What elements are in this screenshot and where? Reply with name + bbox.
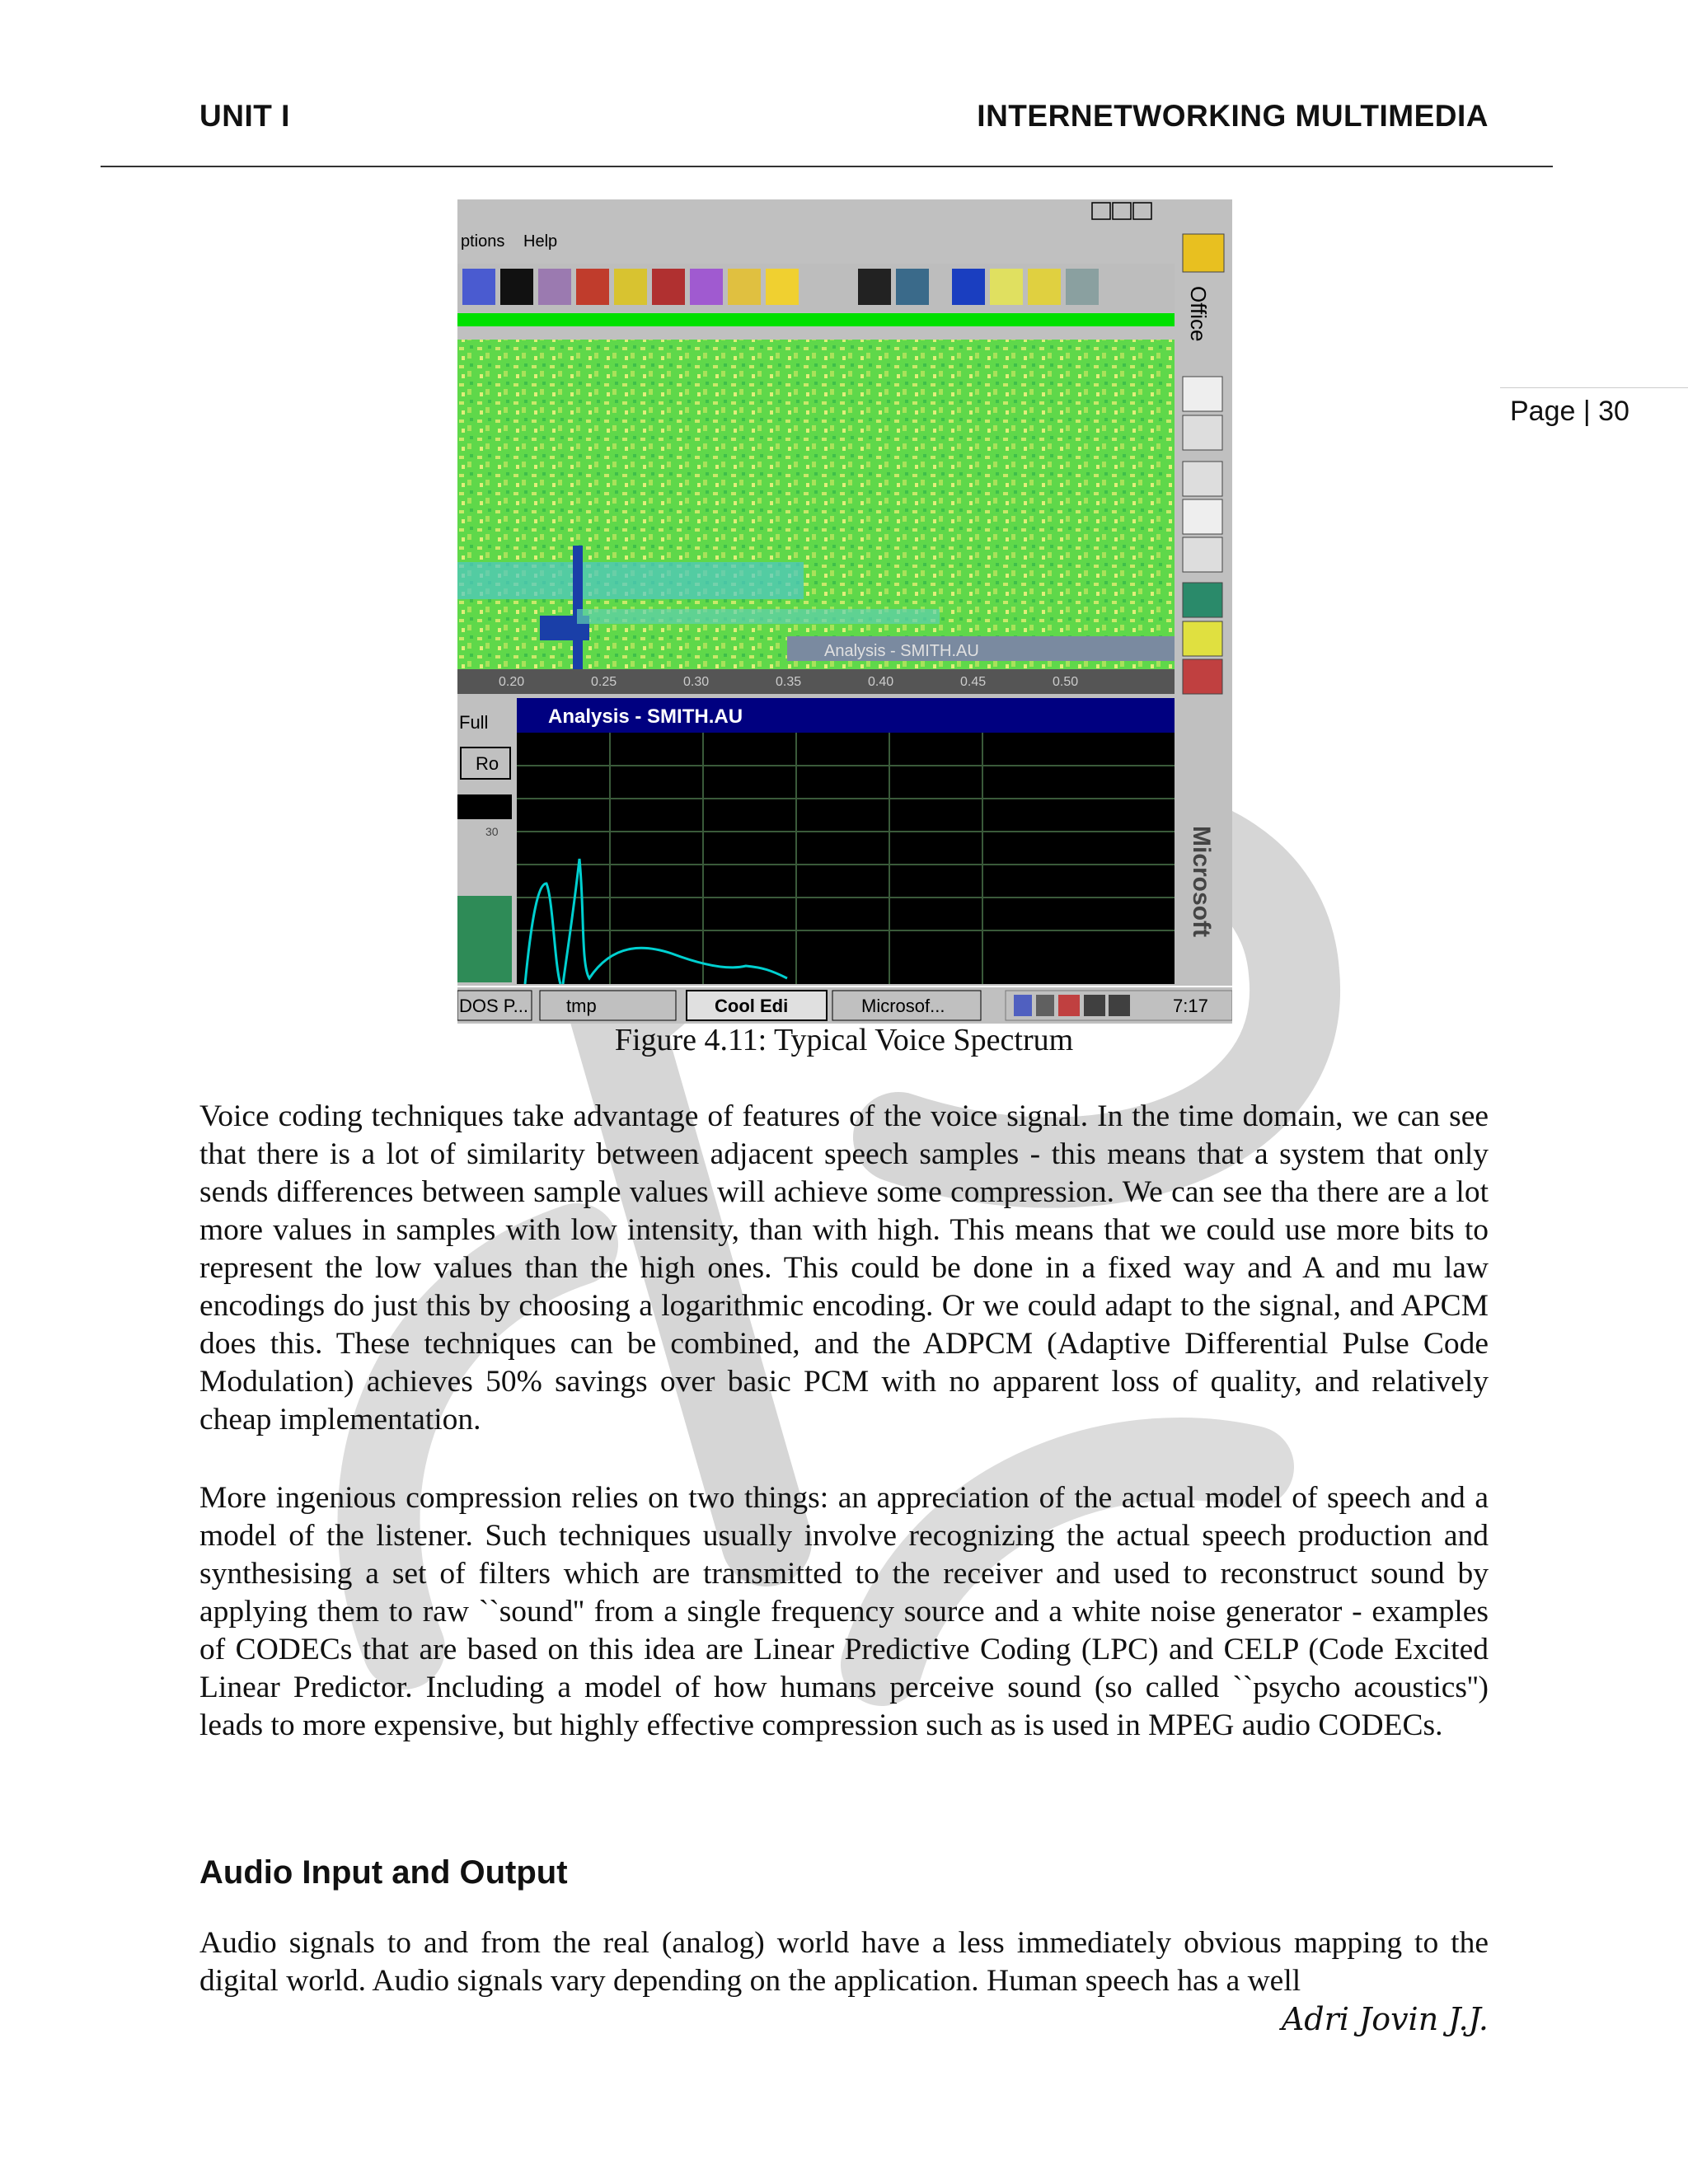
- paragraph-compression: More ingenious compression relies on two things: an appreciation of the actual model of speech and a model of the listener. Such techniques usually involve recognizing the actual speech production and synthesising a set of filters which are transmitted to the receiver and used to reconstruct sound by applying them to raw ``sound'' from a single frequency source and a white noise generator - examples of CODECs that are based on this idea are Linear Predictive Coding (LPC) and CELP (Code Excited Linear Predictor. Including a model of how humans perceive sound (so called ``psycho acoustics'') leads to more expensive, but highly effective compression such as is used in MPEG audio CODECs.: [199, 1481, 1489, 1742]
- voice-spectrum-screenshot: [457, 199, 1232, 1024]
- taskbar-clock: 7:17: [1173, 996, 1208, 1016]
- page-tab-divider: [1500, 387, 1688, 388]
- taskbar-item-tmp[interactable]: tmp: [566, 996, 597, 1016]
- left-panel-button[interactable]: Ro: [476, 753, 499, 774]
- axis-tick-5: 0.40: [868, 675, 894, 689]
- menu-help[interactable]: Help: [523, 232, 558, 251]
- figure-caption: Figure 4.11: Typical Voice Spectrum: [614, 1023, 1074, 1057]
- author-signature: Adri Jovin J.J.: [1281, 2001, 1489, 2037]
- left-panel-full: Full: [459, 712, 489, 733]
- axis-tick-3: 0.30: [683, 675, 710, 689]
- menu-options[interactable]: ptions: [461, 232, 505, 251]
- system-tray-icons[interactable]: [1014, 995, 1130, 1016]
- microsoft-label: Microsoft: [1188, 826, 1215, 937]
- analysis-window-title: Analysis - SMITH.AU: [548, 705, 743, 728]
- axis-tick-1: 0.20: [499, 675, 525, 689]
- axis-tick-7: 0.50: [1053, 675, 1079, 689]
- taskbar-item-cool-edit[interactable]: Cool Edi: [715, 996, 789, 1016]
- axis-tick-2: 0.25: [591, 675, 617, 689]
- axis-tick-6: 0.45: [960, 675, 987, 689]
- axis-tick-4: 0.35: [776, 675, 802, 689]
- office-bar-label: Office: [1186, 286, 1211, 342]
- paragraph-voice-coding: Voice coding techniques take advantage of features of the voice signal. In the time domain, we can see that there is a lot of similarity between adjacent speech samples - this means that a system that only sends differences between sample values will achieve some compression. We can see tha there are a lot more values in samples with low intensity, than with high. This means that we could use more bits to represent the low values than the high ones. This could be done in a fixed way and A and mu law encodings do just this by choosing a logarithmic encoding. Or we could adapt to the signal, and APCM does this. These techniques can be combined, and the ADPCM (Adaptive Differential Pulse Code Modulation) achieves 50% savings over basic PCM with no apparent loss of quality, and relatively cheap implementation.: [199, 1099, 1489, 1436]
- paragraph-audio-io: Audio signals to and from the real (analog) world have a less immediately obvious mapping to the digital world. Audio signals vary depending on the application. Human speech has a well: [199, 1926, 1489, 1998]
- header-unit: UNIT I: [199, 99, 290, 133]
- toolbar-icons[interactable]: [462, 269, 1099, 305]
- left-panel-value: 30: [485, 825, 499, 838]
- taskbar-item-dos[interactable]: DOS P...: [459, 996, 528, 1016]
- header-course-title: INTERNETWORKING MULTIMEDIA: [977, 99, 1489, 133]
- section-heading: Audio Input and Output: [199, 1854, 568, 1891]
- page-number: Page | 30: [1510, 396, 1629, 427]
- behind-window-title: Analysis - SMITH.AU: [824, 642, 979, 660]
- header-rule: [101, 166, 1553, 167]
- taskbar-item-microsoft[interactable]: Microsof...: [861, 996, 945, 1016]
